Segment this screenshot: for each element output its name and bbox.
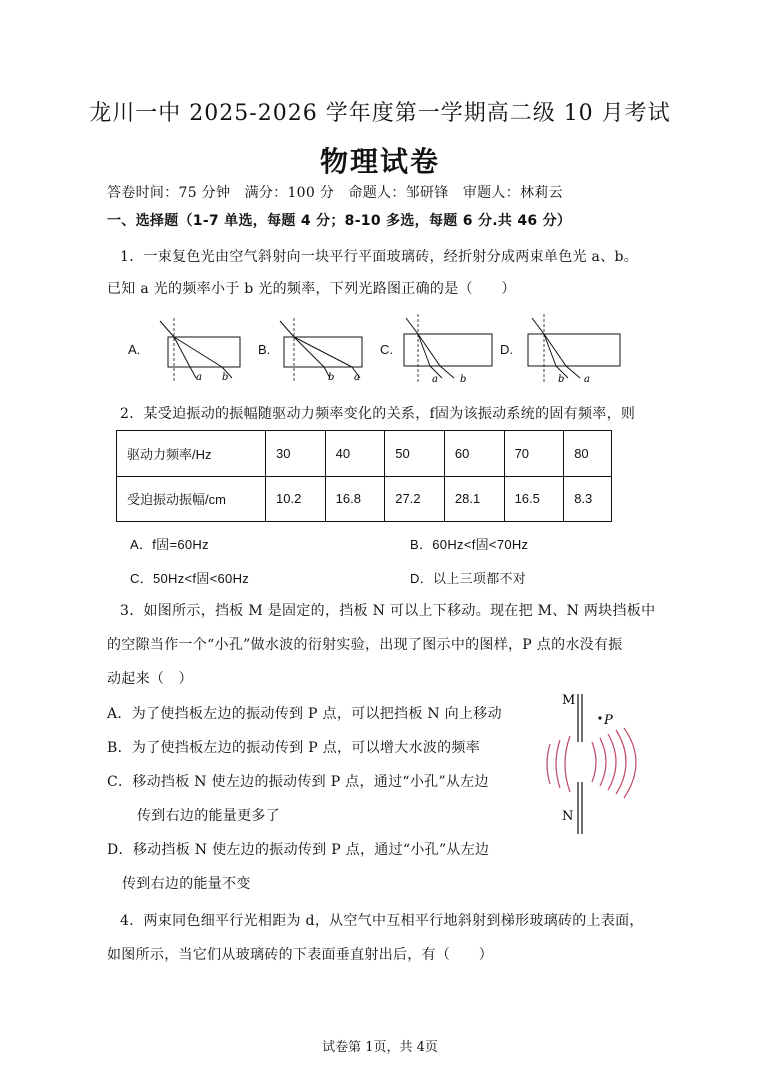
water-waves xyxy=(547,728,636,798)
q1-option-c-label: C. xyxy=(380,342,393,357)
table-header-amplitude: 受迫振动振幅/cm xyxy=(117,476,266,522)
q1-c-ray-a: a xyxy=(432,374,438,385)
q1-a-ray-b: b xyxy=(222,372,229,383)
q2-option-c: C．50Hz<f固<60Hz xyxy=(130,571,250,586)
q1-a-ray-a: a xyxy=(196,372,202,383)
table-cell: 60 xyxy=(444,431,504,477)
point-p-dot xyxy=(598,716,601,719)
page-footer: 试卷第 1页，共 4页 xyxy=(322,1040,438,1055)
q1-c-ray-b: b xyxy=(460,374,467,385)
q2-option-d: D．以上三项都不对 xyxy=(410,571,527,586)
q1-option-a-diagram xyxy=(150,316,250,386)
table-cell: 70 xyxy=(504,431,564,477)
q1-d-ray-a: a xyxy=(584,374,590,385)
q4-line2: 如图所示，当它们从玻璃砖的下表面垂直射出后，有（ ） xyxy=(107,947,494,963)
section-heading: 一、选择题（1-7 单选，每题 4 分；8-10 多选，每题 6 分.共 46 分） xyxy=(107,213,572,229)
table-cell: 16.5 xyxy=(504,476,564,522)
q1-option-b-label: B. xyxy=(258,342,271,357)
q1-option-c-diagram xyxy=(396,312,496,386)
q1-b-ray-a: a xyxy=(354,372,360,383)
q1-d-ray-b: b xyxy=(558,374,565,385)
subject-title: 物理试卷 xyxy=(319,145,440,178)
exam-title: 龙川一中 2025-2026 学年度第一学期高二级 10 月考试 xyxy=(89,101,671,126)
q1-option-b-diagram xyxy=(272,316,372,386)
table-cell: 16.8 xyxy=(325,476,385,522)
table-cell: 30 xyxy=(266,431,326,477)
q2-table xyxy=(116,430,612,522)
q3-option-c-line2: 传到右边的能量更多了 xyxy=(137,808,280,824)
q1-line2: 已知 a 光的频率小于 b 光的频率，下列光路图正确的是（ ） xyxy=(107,281,516,297)
table-cell: 28.1 xyxy=(444,476,504,522)
q3-option-d-line1: D．移动挡板 N 使左边的振动传到 P 点，通过“小孔”从左边 xyxy=(107,842,490,858)
q3-option-c-line1: C．移动挡板 N 使左边的振动传到 P 点，通过“小孔”从左边 xyxy=(107,774,489,790)
table-row xyxy=(117,476,612,522)
barrier-n-label: N xyxy=(562,809,574,824)
table-cell: 8.3 xyxy=(564,476,612,522)
exam-info: 答卷时间：75 分钟 满分：100 分 命题人：邹研锋 审题人：林莉云 xyxy=(107,185,563,201)
q1-option-d-label: D. xyxy=(500,342,513,357)
table-cell: 27.2 xyxy=(385,476,445,522)
table-cell: 50 xyxy=(385,431,445,477)
q3-line2: 的空隙当作一个“小孔”做水波的衍射实验，出现了图示中的图样，P 点的水没有振 xyxy=(107,637,623,653)
q1-b-ray-b: b xyxy=(328,372,335,383)
table-row xyxy=(117,431,612,477)
q3-option-a: A．为了使挡板左边的振动传到 P 点，可以把挡板 N 向上移动 xyxy=(107,706,502,722)
barrier-m-label: M xyxy=(562,693,576,708)
table-cell: 10.2 xyxy=(266,476,326,522)
q2-option-b: B．60Hz<f固<70Hz xyxy=(410,537,529,552)
table-cell: 40 xyxy=(325,431,385,477)
q1-line1: 1．一束复色光由空气斜射向一块平行平面玻璃砖，经折射分成两束单色光 a、b。 xyxy=(120,249,639,265)
table-header-frequency: 驱动力频率/Hz xyxy=(117,431,266,477)
q3-option-b: B．为了使挡板左边的振动传到 P 点，可以增大水波的频率 xyxy=(107,740,481,756)
q1-option-d-diagram xyxy=(518,312,624,386)
q3-option-d-line2: 传到右边的能量不变 xyxy=(122,876,251,892)
q3-line3: 动起来（ ） xyxy=(107,671,193,687)
q3-line1: 3．如图所示，挡板 M 是固定的，挡板 N 可以上下移动。现在把 M、N 两块挡板中 xyxy=(120,603,656,619)
table-cell: 80 xyxy=(564,431,612,477)
q1-option-a-label: A. xyxy=(128,342,141,357)
q2-option-a: A．f固=60Hz xyxy=(130,537,209,552)
q4-line1: 4．两束同色细平行光相距为 d，从空气中互相平行地斜射到梯形玻璃砖的上表面， xyxy=(120,913,644,929)
q3-wave-diagram xyxy=(540,684,680,844)
q2-stem: 2．某受迫振动的振幅随驱动力频率变化的关系，f固为该振动系统的固有频率，则 xyxy=(120,406,636,422)
point-p-label: P xyxy=(604,713,613,728)
